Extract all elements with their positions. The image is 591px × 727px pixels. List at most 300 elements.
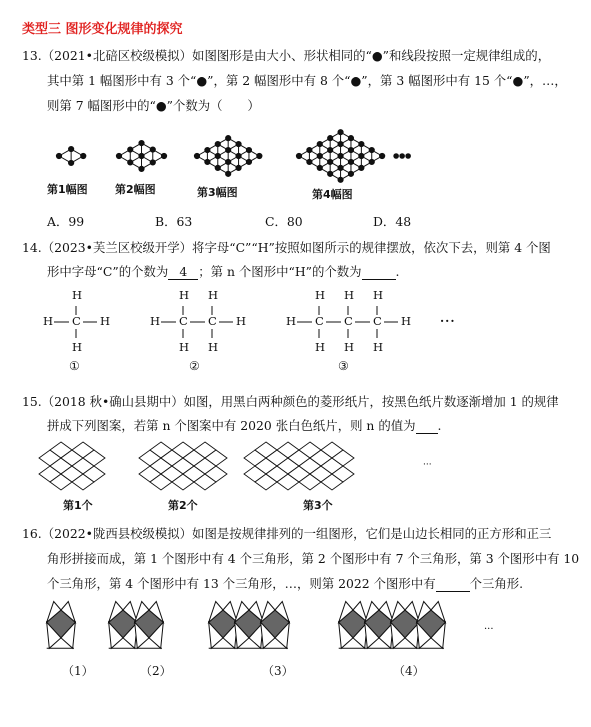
h-atom: H: [315, 340, 326, 354]
q16-ellipsis: ···: [484, 624, 494, 635]
lattice-edge: [341, 168, 351, 174]
gray-square: [339, 610, 368, 638]
dot-mark: [150, 147, 155, 152]
lattice-edge: [59, 156, 71, 163]
dot-mark: [348, 147, 353, 152]
triangle: [109, 602, 123, 623]
lattice-edge: [341, 156, 351, 162]
lattice-edge: [197, 156, 207, 162]
rhombus-tile: [244, 450, 266, 466]
dot-mark: [380, 153, 385, 158]
triangle: [391, 602, 405, 623]
triangle: [339, 622, 353, 648]
rhombus-tile: [150, 474, 172, 490]
triangle: [405, 622, 419, 648]
dot-mark: [194, 153, 199, 158]
dot-mark: [215, 165, 220, 170]
dot-mark: [139, 141, 144, 146]
lattice-edge: [320, 144, 330, 150]
lattice-edge: [239, 150, 249, 156]
lattice-edge: [119, 156, 130, 162]
q15-caption-2: 第2个: [168, 499, 198, 512]
triangle: [235, 622, 249, 648]
dot-mark: [296, 153, 301, 158]
rhombus-tile: [72, 442, 94, 458]
rhombus-tile: [83, 450, 105, 466]
h-atom: H: [72, 340, 83, 354]
h-atom: H: [43, 314, 54, 328]
h-atom: H: [286, 314, 297, 328]
lattice-edge: [372, 156, 382, 162]
triangle: [261, 622, 275, 648]
ellipsis-dot: [394, 154, 399, 159]
rhombus-tile: [266, 450, 288, 466]
h-atom: H: [179, 340, 190, 354]
lattice-edge: [218, 138, 228, 144]
dot-mark: [317, 141, 322, 146]
lattice-edge: [239, 144, 249, 150]
lattice-edge: [351, 162, 361, 168]
rhombus-tile: [161, 450, 183, 466]
gray-square: [135, 610, 164, 638]
dot-mark: [338, 141, 343, 146]
lattice-edge: [228, 162, 238, 168]
h-atom: H: [72, 288, 83, 302]
lattice-edge: [249, 150, 259, 156]
rhombus-tile: [205, 450, 227, 466]
q15-blank[interactable]: [416, 418, 438, 434]
lattice-edge: [249, 156, 259, 162]
rhombus-tile: [61, 466, 83, 482]
lattice-edge: [142, 150, 153, 156]
dot-mark: [246, 159, 251, 164]
q16-label-4: （4）: [393, 664, 425, 678]
gray-square: [261, 610, 290, 638]
triangle: [417, 622, 431, 648]
lattice-edge: [142, 156, 153, 162]
c-atom: C: [72, 314, 81, 328]
q15-line2: [47, 416, 441, 434]
dot-mark: [359, 165, 364, 170]
q13-line2: 其中第 1 幅图形中有 3 个“●”，第 2 幅图形中有 8 个“●”，第 3 幅图形中有 15 个“●”，…，: [47, 73, 567, 88]
rhombus-tile: [50, 458, 72, 474]
rhombus-tile: [139, 466, 161, 482]
q14-ellipsis: ···: [440, 314, 456, 328]
triangle: [249, 622, 263, 648]
triangle: [379, 602, 393, 623]
q16-label-2: （2）: [140, 664, 172, 678]
lattice-edge: [361, 162, 371, 168]
h-atom: H: [373, 288, 384, 302]
lattice-edge: [142, 143, 153, 149]
gray-square: [235, 610, 264, 638]
c-atom: C: [344, 314, 353, 328]
lattice-edge: [372, 150, 382, 156]
lattice-edge: [197, 150, 207, 156]
triangle: [149, 622, 163, 648]
dot-mark: [236, 165, 241, 170]
triangle: [391, 622, 405, 648]
rhombus-tile: [321, 474, 343, 490]
dot-mark: [236, 153, 241, 158]
c-atom: C: [373, 314, 382, 328]
h-atom: H: [344, 340, 355, 354]
dot-mark: [69, 160, 74, 165]
q14-line1: 14.（2023•芙兰区校级开学）将字母“C”“H”按照如图所示的规律摆放，依次下去，则第 4 个图: [22, 240, 551, 255]
lattice-edge: [218, 156, 228, 162]
dot-mark: [161, 153, 166, 158]
triangle: [149, 602, 163, 623]
q16-text-a: 个三角形，第 4 个图形中有 13 个三角形，…，则第 2022 个图形中有: [47, 576, 436, 591]
rhombus-tile: [255, 442, 277, 458]
dot-mark: [226, 159, 231, 164]
h-atom: H: [208, 340, 219, 354]
rhombus-tile: [150, 442, 172, 458]
triangle: [405, 602, 419, 623]
rhombus-tile: [288, 466, 310, 482]
q16-line3: [47, 574, 523, 592]
lattice-edge: [239, 156, 249, 162]
q13-caption-2: 第2幅图: [115, 183, 156, 196]
lattice-edge: [320, 138, 330, 144]
lattice-edge: [341, 150, 351, 156]
rhombus-tile: [310, 466, 332, 482]
lattice-edge: [341, 174, 351, 180]
rhombus-tile: [61, 450, 83, 466]
lattice-edge: [153, 156, 164, 162]
lattice-edge: [228, 168, 238, 174]
lattice-edge: [320, 168, 330, 174]
dot-mark: [317, 153, 322, 158]
q16-line2: 角形拼接而成，第 1 个图形中有 4 个三角形，第 2 个图形中有 7 个三角形，第 3 个图形中有 10: [47, 551, 580, 566]
rhombus-tile: [172, 442, 194, 458]
triangle: [339, 602, 353, 623]
triangle: [261, 602, 275, 623]
q15-caption-1: 第1个: [63, 499, 93, 512]
lattice-edge: [153, 150, 164, 156]
q16-text-b: 个三角形.: [469, 576, 524, 591]
dot-mark: [150, 160, 155, 165]
dot-mark: [128, 160, 133, 165]
c-atom: C: [208, 314, 217, 328]
lattice-edge: [330, 174, 340, 180]
rhombus-tile: [277, 458, 299, 474]
rhombus-tile: [61, 450, 83, 466]
triangle: [135, 602, 149, 623]
rhombus-tile: [194, 458, 216, 474]
h-atom: H: [344, 288, 355, 302]
triangle: [47, 602, 61, 623]
triangle: [249, 602, 263, 623]
lattice-edge: [341, 162, 351, 168]
dot-mark: [81, 153, 86, 158]
triangle: [431, 602, 445, 623]
triangle: [209, 602, 223, 623]
dot-mark: [226, 136, 231, 141]
rhombus-tile: [332, 450, 354, 466]
rhombus-tile: [310, 450, 332, 466]
lattice-edge: [309, 156, 319, 162]
lattice-edge: [330, 168, 340, 174]
lattice-edge: [361, 144, 371, 150]
rhombus-tile: [72, 474, 94, 490]
lattice-edge: [309, 162, 319, 168]
lattice-edge: [239, 162, 249, 168]
h-atom: H: [150, 314, 161, 328]
rhombus-tile: [205, 466, 227, 482]
lattice-edge: [330, 162, 340, 168]
triangle: [365, 622, 379, 648]
triangle: [365, 602, 379, 623]
dot-mark: [116, 153, 121, 158]
dot-mark: [139, 166, 144, 171]
q15-line1: 15.（2018 秋•确山县期中）如图，用黑白两种颜色的菱形纸片，按黑色纸片数逐渐增加 1 的规律: [22, 394, 559, 409]
q14-text-a: 形中字母“C”的个数为: [47, 264, 169, 279]
rhombus-tile: [332, 466, 354, 482]
rhombus-tile: [266, 466, 288, 482]
lattice-edge: [351, 156, 361, 162]
gray-square: [365, 610, 394, 638]
rhombus-tile: [277, 442, 299, 458]
lattice-edge: [71, 156, 83, 163]
rhombus-tile: [299, 442, 321, 458]
lattice-edge: [130, 143, 141, 149]
q15-text-a: 拼成下列图案，若第 n 个图案中有 2020 张白色纸片，则 n 的值为: [47, 418, 416, 433]
h-atom: H: [236, 314, 247, 328]
h-atom: H: [179, 288, 190, 302]
rhombus-tile: [244, 466, 266, 482]
dot-mark: [56, 153, 61, 158]
dot-mark: [369, 147, 374, 152]
dot-mark: [317, 165, 322, 170]
section-title: 类型三 图形变化规律的探究: [22, 22, 183, 37]
lattice-edge: [142, 162, 153, 168]
rhombus-tile: [183, 466, 205, 482]
rhombus-tile: [39, 450, 61, 466]
q13-line1: 13.（2021•北碚区校级模拟）如图图形是由大小、形状相同的“●”和线段按照一定规律组成的，: [22, 48, 551, 63]
triangle: [223, 622, 237, 648]
lattice-edge: [130, 156, 141, 162]
q13-option-c[interactable]: C．80: [265, 214, 303, 229]
rhombus-tile: [83, 466, 105, 482]
triangle: [135, 622, 149, 648]
c-atom: C: [179, 314, 188, 328]
h-atom: H: [100, 314, 111, 328]
rhombus-tile: [150, 458, 172, 474]
q13-caption-1: 第1幅图: [47, 183, 88, 196]
lattice-edge: [119, 150, 130, 156]
rhombus-tile: [288, 450, 310, 466]
dot-mark: [328, 171, 333, 176]
lattice-edge: [330, 156, 340, 162]
dot-mark: [338, 153, 343, 158]
triangle: [235, 602, 249, 623]
lattice-edge: [71, 149, 83, 156]
triangle: [275, 602, 289, 623]
q16-label-1: （1）: [62, 664, 94, 678]
lattice-edge: [330, 144, 340, 150]
dot-mark: [128, 147, 133, 152]
lattice-edge: [218, 144, 228, 150]
rhombus-tile: [194, 474, 216, 490]
dot-mark: [307, 159, 312, 164]
lattice-edge: [309, 144, 319, 150]
q14-blank-2[interactable]: [362, 264, 396, 280]
lattice-edge: [330, 150, 340, 156]
h-atom: H: [401, 314, 412, 328]
triangle: [223, 602, 237, 623]
rhombus-tile: [299, 458, 321, 474]
triangle: [123, 622, 137, 648]
dot-mark: [338, 165, 343, 170]
q15-text-b: .: [437, 418, 442, 433]
lattice-edge: [351, 168, 361, 174]
gray-square: [209, 610, 238, 638]
q16-line1: 16.（2022•陇西县校级模拟）如图是按规律排列的一组图形，它们是山边长相同的正方形和正三: [22, 526, 552, 541]
dot-mark: [348, 136, 353, 141]
q14-label-1: ①: [69, 359, 80, 373]
rhombus-tile: [183, 450, 205, 466]
triangle: [417, 602, 431, 623]
q15-ellipsis: ···: [423, 460, 432, 470]
triangle: [353, 622, 367, 648]
q13-option-d[interactable]: D．48: [373, 214, 412, 229]
q16-label-3: （3）: [262, 664, 294, 678]
rhombus-tile: [183, 466, 205, 482]
triangle: [47, 622, 61, 648]
triangle: [109, 622, 123, 648]
lattice-edge: [218, 162, 228, 168]
q14-line2: [47, 262, 399, 280]
rhombus-tile: [161, 466, 183, 482]
lattice-edge: [299, 150, 309, 156]
rhombus-tile: [72, 458, 94, 474]
rhombus-tile: [50, 474, 72, 490]
lattice-edge: [299, 156, 309, 162]
q13-option-b[interactable]: B．63: [155, 214, 193, 229]
q16-blank[interactable]: [436, 576, 470, 592]
q13-caption-4: 第4幅图: [312, 188, 353, 201]
h-atom: H: [315, 288, 326, 302]
rhombus-tile: [183, 450, 205, 466]
lattice-edge: [228, 150, 238, 156]
rhombus-tile: [321, 442, 343, 458]
rhombus-tile: [194, 442, 216, 458]
lattice-edge: [351, 144, 361, 150]
rhombus-tile: [255, 458, 277, 474]
rhombus-tile: [161, 450, 183, 466]
rhombus-tile: [299, 474, 321, 490]
dot-mark: [338, 130, 343, 135]
lattice-edge: [320, 156, 330, 162]
rhombus-tile: [50, 442, 72, 458]
q14-answer-blank[interactable]: 4: [168, 264, 198, 280]
dot-mark: [205, 159, 210, 164]
gray-square: [109, 610, 138, 638]
rhombus-tile: [266, 466, 288, 482]
lattice-edge: [341, 132, 351, 138]
c-atom: C: [315, 314, 324, 328]
dot-mark: [348, 171, 353, 176]
lattice-edge: [228, 138, 238, 144]
dot-mark: [236, 141, 241, 146]
dot-mark: [215, 153, 220, 158]
lattice-edge: [207, 144, 217, 150]
dot-mark: [205, 147, 210, 152]
gray-square: [417, 610, 446, 638]
triangle: [353, 602, 367, 623]
lattice-edge: [207, 156, 217, 162]
triangle: [61, 602, 75, 623]
lattice-edge: [207, 150, 217, 156]
triangle: [209, 622, 223, 648]
triangle: [123, 602, 137, 623]
rhombus-tile: [139, 450, 161, 466]
lattice-edge: [341, 144, 351, 150]
rhombus-tile: [61, 466, 83, 482]
dot-mark: [328, 136, 333, 141]
lattice-edge: [351, 150, 361, 156]
lattice-edge: [309, 150, 319, 156]
gray-square: [47, 610, 76, 638]
dot-mark: [338, 177, 343, 182]
dot-mark: [359, 153, 364, 158]
q13-caption-3: 第3幅图: [197, 186, 238, 199]
rhombus-tile: [172, 458, 194, 474]
dot-mark: [226, 147, 231, 152]
triangle: [379, 622, 393, 648]
rhombus-tile: [255, 474, 277, 490]
lattice-edge: [320, 150, 330, 156]
q14-text-b: ；第 n 个图形中“H”的个数为: [198, 264, 362, 279]
q14-label-3: ③: [338, 359, 349, 373]
gray-square: [391, 610, 420, 638]
lattice-edge: [218, 168, 228, 174]
rhombus-tile: [321, 458, 343, 474]
dot-mark: [348, 159, 353, 164]
dot-mark: [139, 153, 144, 158]
lattice-edge: [330, 138, 340, 144]
lattice-edge: [320, 162, 330, 168]
rhombus-tile: [310, 466, 332, 482]
dot-mark: [328, 147, 333, 152]
lattice-edge: [330, 132, 340, 138]
rhombus-tile: [39, 466, 61, 482]
lattice-edge: [130, 150, 141, 156]
q15-caption-3: 第3个: [303, 499, 333, 512]
lattice-edge: [341, 138, 351, 144]
triangle: [431, 622, 445, 648]
dot-mark: [257, 153, 262, 158]
rhombus-tile: [172, 474, 194, 490]
rhombus-tile: [310, 450, 332, 466]
lattice-edge: [361, 150, 371, 156]
q13-option-a[interactable]: A．99: [47, 214, 85, 229]
dot-mark: [246, 147, 251, 152]
lattice-edge: [207, 162, 217, 168]
q13-line3: 则第 7 幅图形中的“●”个数为（ ）: [47, 98, 260, 113]
dot-mark: [369, 159, 374, 164]
rhombus-tile: [288, 466, 310, 482]
rhombus-tile: [161, 466, 183, 482]
rhombus-tile: [266, 450, 288, 466]
h-atom: H: [373, 340, 384, 354]
dot-mark: [328, 159, 333, 164]
rhombus-tile: [288, 450, 310, 466]
dot-mark: [307, 147, 312, 152]
triangle: [275, 622, 289, 648]
q14-label-2: ②: [189, 359, 200, 373]
